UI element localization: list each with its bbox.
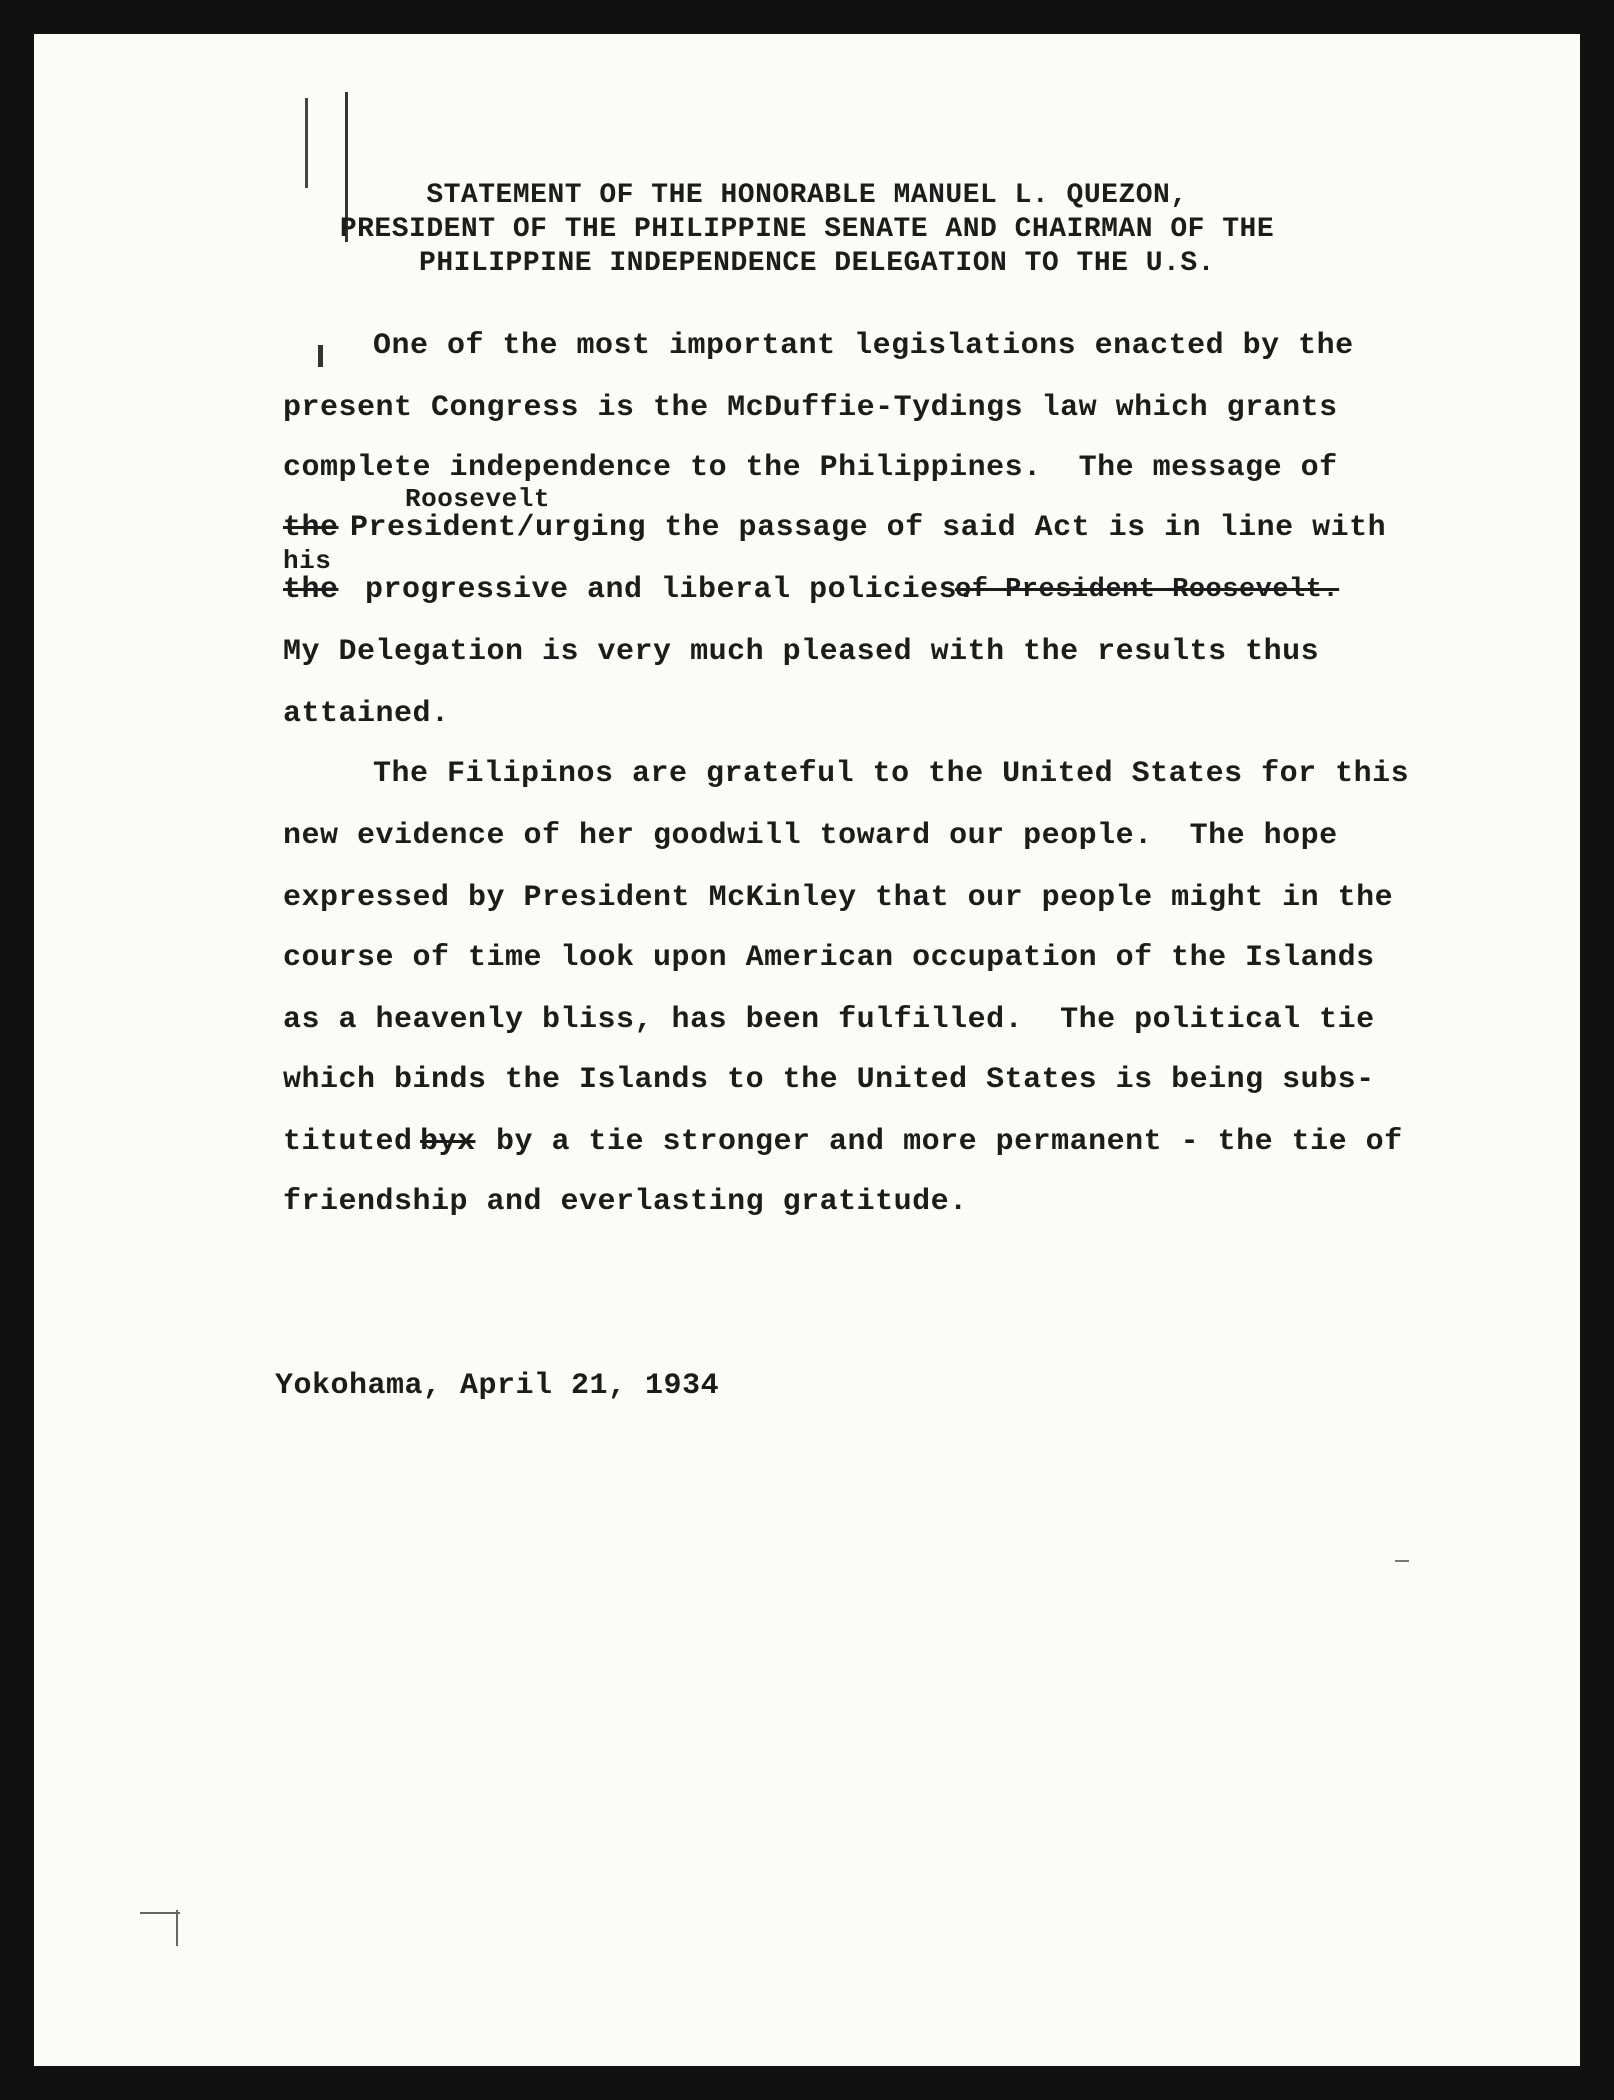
paragraph-1-line-7: attained. [283,697,450,731]
stray-mark [140,1912,180,1914]
paragraph-2-line-3: expressed by President McKinley that our people might in the [283,881,1394,915]
paragraph-1-line-2: present Congress is the McDuffie-Tydings law which grants [283,391,1338,425]
paragraph-2-line-2: new evidence of her goodwill toward our people. The hope [283,819,1338,853]
margin-bracket-mark [305,98,308,188]
struck-word: the [283,573,339,607]
paragraph-1-line-5: progressive and liberal policies. [365,573,976,607]
paragraph-2-line-7-end: by a tie stronger and more permanent - the tie of [496,1125,1403,1159]
paragraph-1-line-3: complete independence to the Philippines. The message of [283,451,1338,485]
insert-roosevelt: Roosevelt [405,484,550,514]
paragraph-1-line-1: One of the most important legislations enacted by the [373,329,1354,363]
place-and-date: Yokohama, April 21, 1934 [275,1369,720,1403]
heading-line-3: PHILIPPINE INDEPENDENCE DELEGATION TO THE U.S. [419,248,1215,279]
stray-mark-2 [176,1910,178,1946]
paragraph-2-line-8: friendship and everlasting gratitude. [283,1185,968,1219]
paragraph-2-line-1: The Filipinos are grateful to the United States for this [373,757,1410,791]
paragraph-1-line-4: President/urging the passage of said Act is in line with [350,511,1387,545]
struck-phrase: of President Roosevelt. [955,575,1340,605]
insert-his: his [283,546,332,576]
paragraph-1-line-6: My Delegation is very much pleased with the results thus [283,635,1320,669]
struck-word: byx [420,1125,476,1159]
paragraph-2-line-6: which binds the Islands to the United States is being subs- [283,1063,1375,1097]
paragraph-2-line-4: course of time look upon American occupation of the Islands [283,941,1375,975]
margin-dot-mark [318,345,323,367]
paragraph-2-line-7-start: tituted [283,1125,413,1159]
stray-mark-3 [1395,1560,1409,1562]
heading-line-2: PRESIDENT OF THE PHILIPPINE SENATE AND CHAIRMAN OF THE [339,214,1275,245]
paragraph-2-line-5: as a heavenly bliss, has been fulfilled. The political tie [283,1003,1375,1037]
heading-line-1: STATEMENT OF THE HONORABLE MANUEL L. QUEZON, [426,180,1188,211]
struck-word: the [283,511,339,545]
